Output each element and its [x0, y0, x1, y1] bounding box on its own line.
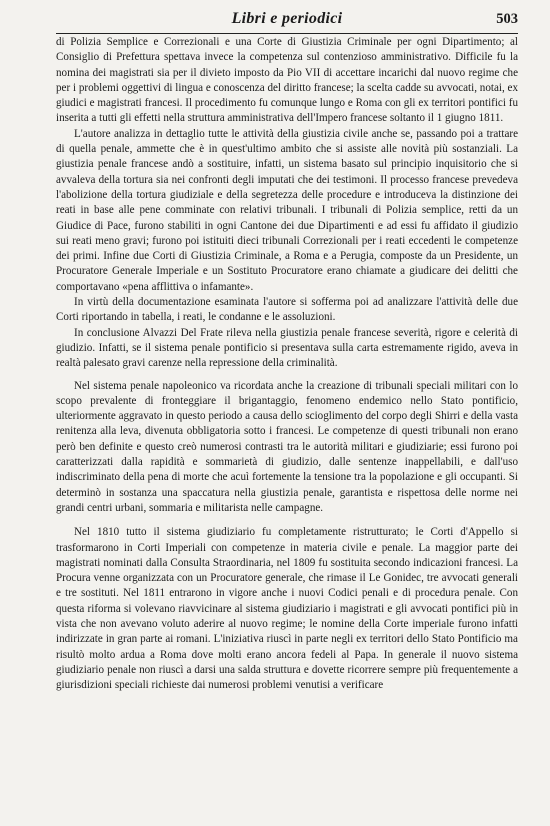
- paragraph: Nel 1810 tutto il sistema giudiziario fu completamente ristrutturato; le Corti d'Appello si trasformarono in Corti Imperiali con competenze in materia civile e penale. La maggior parte dei magistrati nominati dalla Consulta Straordinaria, nel 1809 fu sostituita secondo indicazioni francesi. La Procura venne organizzata con un Procuratore generale, che rimase il Le Gonidec, tre avvocati generali e tre sostituti. Nel 1811 entrarono in vigore anche i nuovi Codici penali e di procedura penale. Con questa riforma si volevano riavvicinare al sistema giudiziario i magistrati e gli avvocati pontifici più in vista che non avevano voluto aderire al nuovo regime; le nomine della Corte imperiale furono infatti indirizzate in gran parte ai romani. L'iniziativa riuscì in parte negli ex territori dello Stato Pontificio ma risultò molto ardua a Roma dove molti erano ancora fedeli al Papa. In generale il nuovo sistema giudiziario penale non riuscì a darsi una salda struttura e dovette ricorrere sempre più frequentemente a giurisdizioni speciali richieste dai numerosi problemi venutisi a verificare: [56, 526, 518, 692]
- paragraph: L'autore analizza in dettaglio tutte le attività della giustizia civile anche se, passando poi a trattare di quella penale, ammette che è in quest'ultimo ambito che si assiste alle novità più sostanziali. La giustizia penale francese andò a sostituire, infatti, un sistema basato sul principio inquisitorio che si avvaleva della tortura sia nei confronti degli imputati che dei testimoni. Il processo francese prevedeva l'abolizione della tortura giudiziale e della segretezza delle procedure e introduceva la distinzione dei reati in base alle pene comminate con relativi tribunali. I tribunali di Polizia semplice, retti da un Giudice di Pace, furono stabiliti in ogni Cantone dei due Dipartimenti e ad essi fu affidato il giudizio sui reati meno gravi; furono poi istituiti dieci tribunali Correzionali per i reati eccedenti le competenze dei primi. Infine due Corti di Giustizia Criminale, a Roma e a Perugia, composte da un Presidente, un Procuratore Generale Imperiale e un Sostituto Procuratore erano chiamate a giudicare dei delitti che comportavano «pena afflittiva o infamante».: [56, 127, 518, 293]
- page-number: 503: [496, 11, 518, 27]
- paragraph: In conclusione Alvazzi Del Frate rileva nella giustizia penale francese severità, rigore e celerità di giudizio. Infatti, se il sistema penale pontificio si presentava sulla carta estremamente rigido, aveva in realtà palesato gravi carenze nella repressione della criminalità.: [56, 326, 518, 370]
- paragraph: Nel sistema penale napoleonico va ricordata anche la creazione di tribunali speciali militari con lo scopo prevalente di fronteggiare il brigantaggio, fenomeno endemico nello Stato pontificio, ulteriormente aggravato in questo periodo a causa dello scioglimento del corpo degli Shirri e della vasta renitenza alla leva, divenuta obbligatoria sotto i francesi. Le competenze di questi tribunali non erano però ben definite e questo creò numerosi contrasti tra le autorità militari e giudiziarie; essi furono poi caratterizzati dalla rapidità e sommarietà di giudizio, dalle sentenze inappellabili, e dall'uso indiscriminato della pena di morte che acuì fortemente la tensione tra la popolazione e gli occupanti. Si determinò in sostanza una spaccatura nella giustizia penale, garantista e rispettosa delle norme nei grandi centri urbani, sommaria e militarista nelle campagne.: [56, 379, 518, 514]
- page-header: [56, 9, 518, 34]
- body-text: [56, 35, 518, 693]
- paragraph: di Polizia Semplice e Correzionali e una Corte di Giustizia Criminale per ogni Dipartimento; al Consiglio di Prefettura spettava invece la competenza sul contenzioso amministrativo. Difficile fu la nomina dei magistrati sia per il divieto imposto da Pio VII di accettare incarichi dal nuovo regime che per i problemi oggettivi di lingua e conoscenza del diritto francese; la scelta cadde su avvocati, notai, ex giudici e magistrati francesi. Il procedimento fu comunque lungo e Roma con gli ex territori pontifici fu inserita a tutti gli effetti nella struttura amministrativa dell'Impero francese soltanto il 1 giugno 1811.: [56, 36, 518, 125]
- running-title: Libri e periodici: [231, 10, 343, 27]
- paragraph: In virtù della documentazione esaminata l'autore si sofferma poi ad analizzare l'attività delle due Corti riportando in tabella, i reati, le condanne e le assoluzioni.: [56, 296, 518, 324]
